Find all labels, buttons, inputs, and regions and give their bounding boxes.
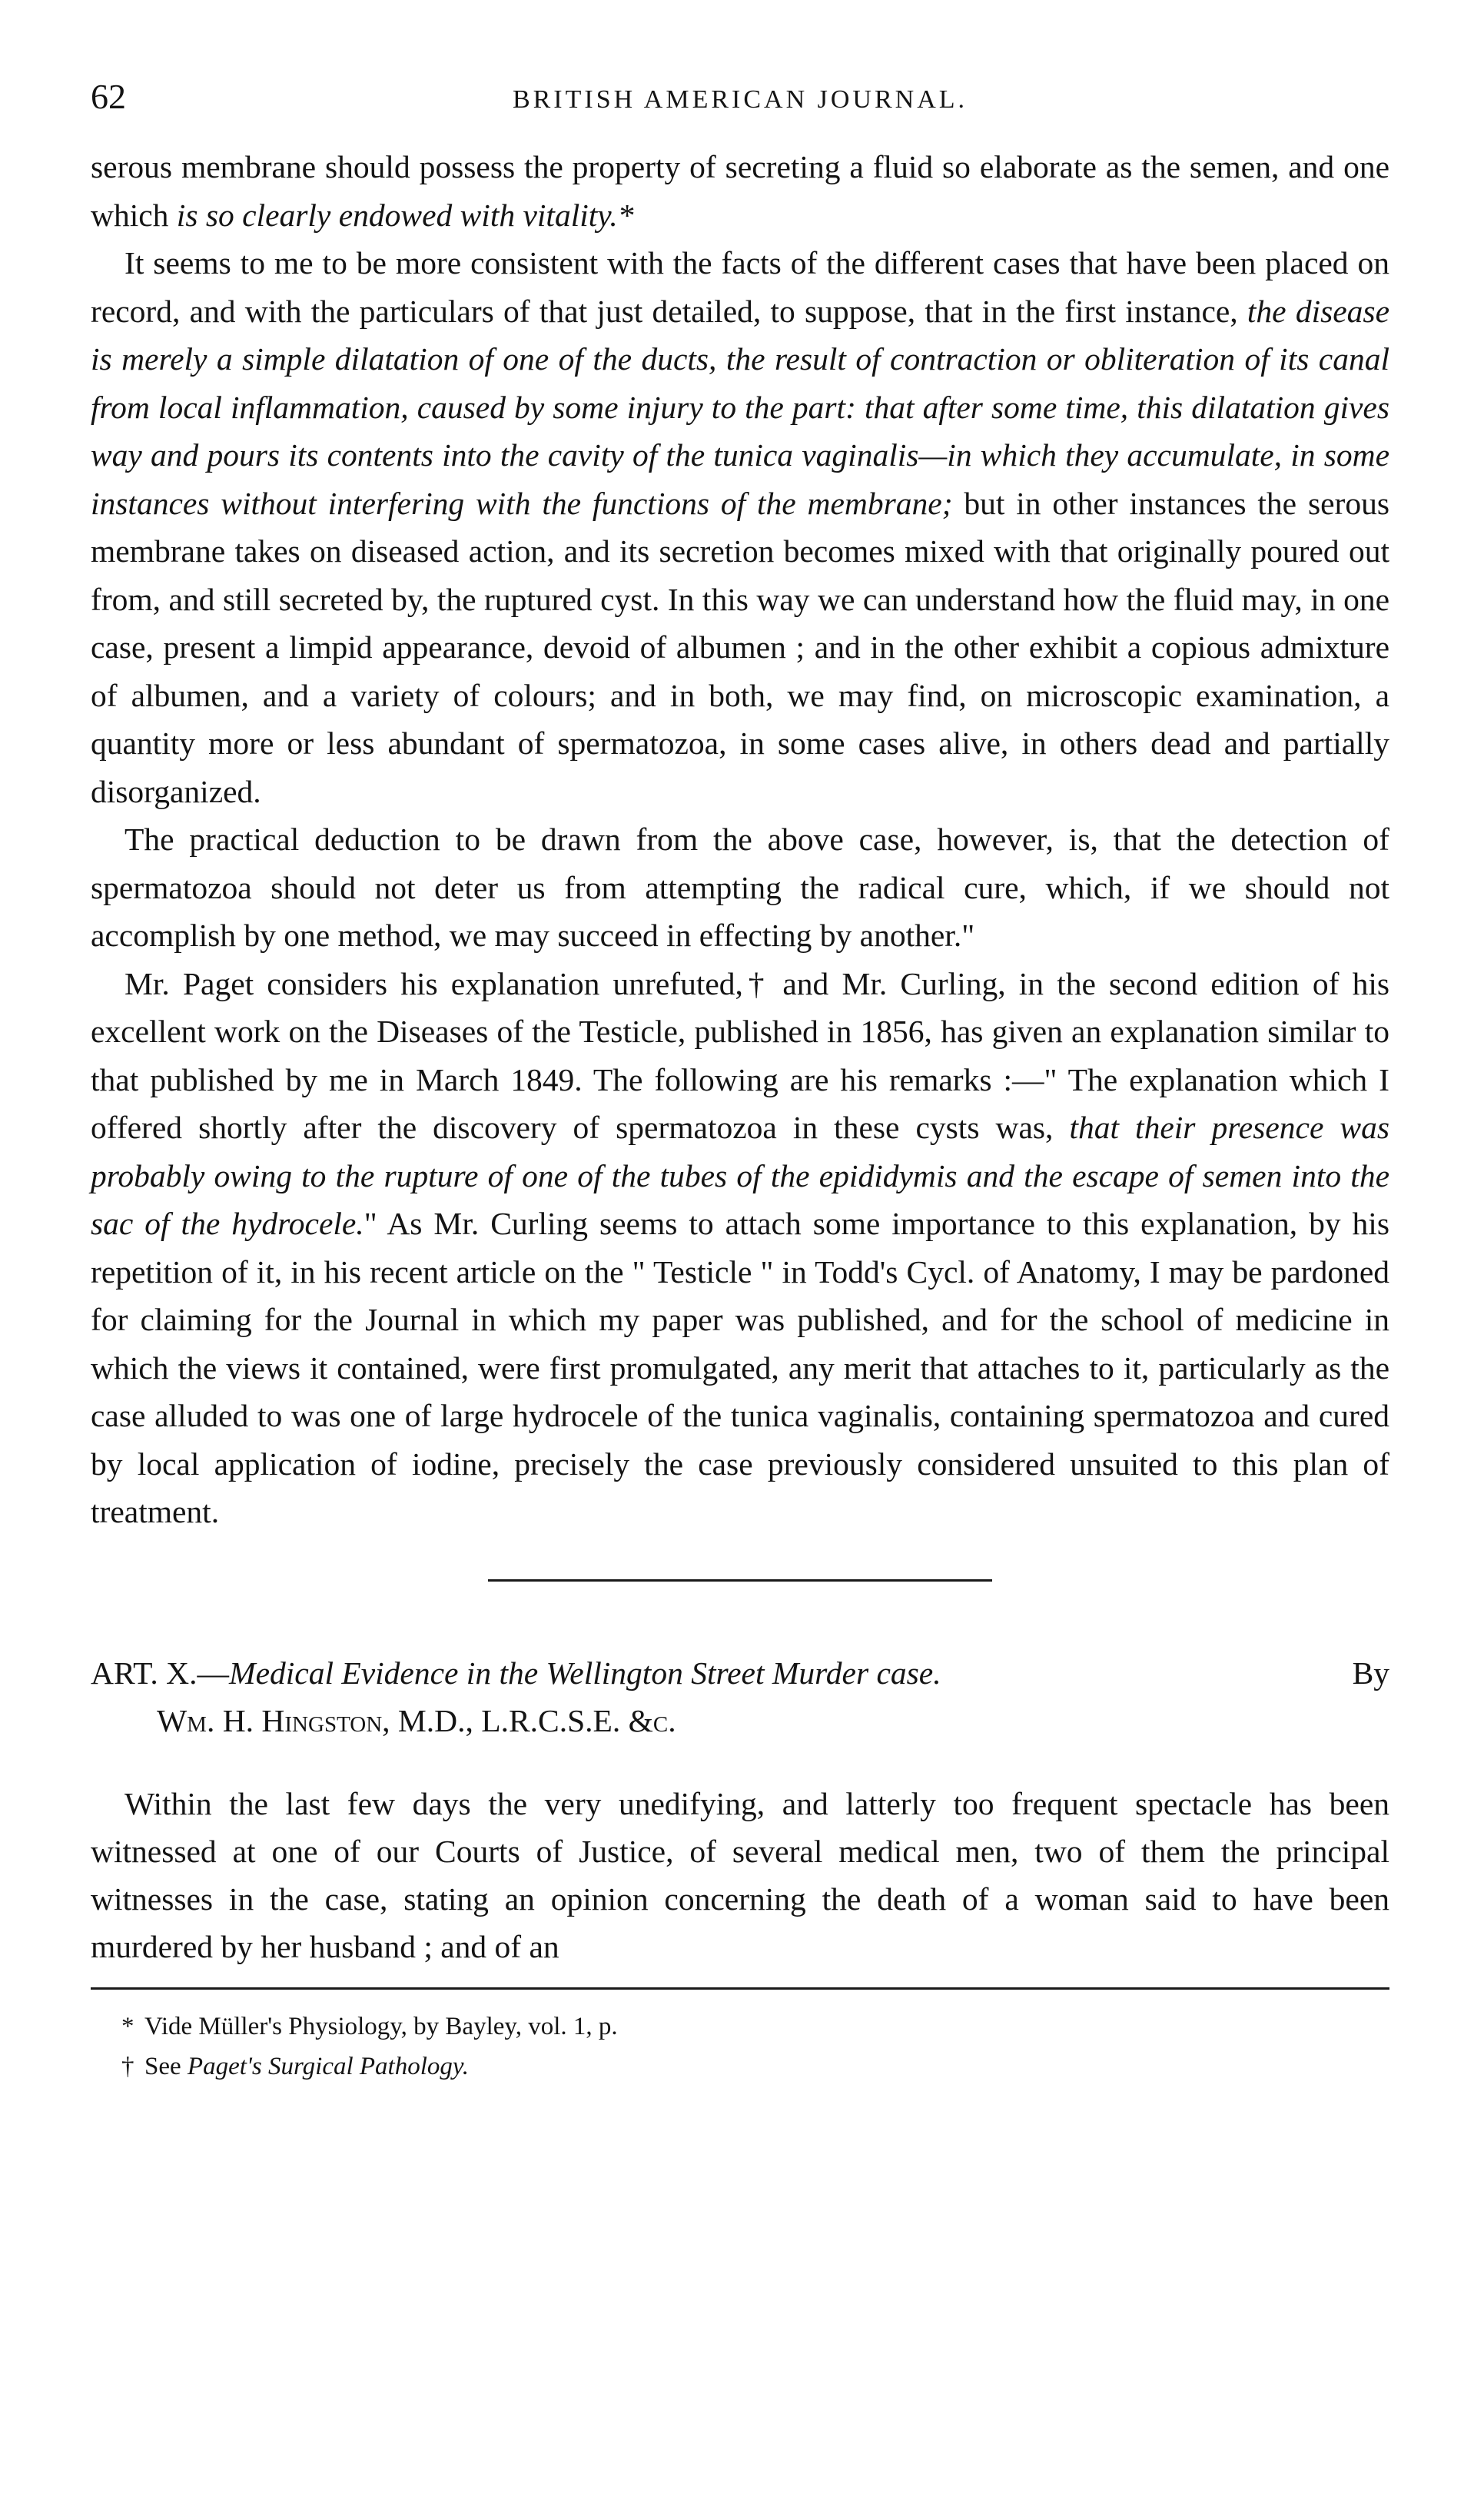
footnote-2-prefix: See: [144, 2052, 188, 2080]
page-number: 62: [91, 77, 126, 116]
continued-article-text: [91, 143, 1389, 1536]
paragraph-2-text-c: but in other instances the serous membrane takes on diseased action, and its secretion becomes mixed with that originally poured out from, and still secreted by, the ruptured cyst. In this way we can understand how the fluid may, in one case, present a limpid appearance, devoid of albumen ; and in the other exhibit a copious admixture of albumen, and a variety of colours; and in both, we may find, on microscopic examination, a quantity more or less abundant of spermatozoa, in some cases alive, in others dead and partially disorganized.: [91, 485, 1389, 809]
journal-title: BRITISH AMERICAN JOURNAL.: [512, 85, 968, 114]
article-body: [91, 1780, 1389, 1970]
article-paragraph-1: Within the last few days the very unedifying, and latterly too frequent spectacle has been witnessed at one of our Courts of Justice, of several medical men, two of them the principal witnesses in the case, stating an opinion concerning the death of a woman said to have been murdered by her husband ; and of an: [91, 1785, 1389, 1964]
footnote-2-italic: Paget's Surgical Pathology.: [187, 2052, 469, 2080]
paragraph-4-text-c: " As Mr. Curling seems to attach some importance to this explanation, by his repetition of it, in his recent article on the " Testicle " in Todd's Cycl. of Anatomy, I may be pardoned for claiming for the Journal in which my paper was published, and for the school of medicine in which the views it contained, were first promulgated, any merit that attaches to it, particularly as the case alluded to was one of large hydrocele of the tunica vaginalis, containing spermatozoa and cured by local application of iodine, precisely the case previously considered unsuited to this plan of treatment.: [91, 1206, 1389, 1529]
footnote-1-mark: *: [121, 2012, 134, 2040]
article-title: Medical Evidence in the Wellington Street Murder case.: [229, 1655, 941, 1691]
paragraph-2-text-a: It seems to me to be more consistent with the facts of the different cases that have been placed on record, and with the particulars of that just detailed, to suppose, that in the first instance,: [91, 245, 1389, 329]
footnote-1: [121, 2007, 1389, 2047]
paragraph-4: [91, 960, 1389, 1536]
article-author: Wm. H. Hingston, M.D., L.R.C.S.E. &c.: [157, 1702, 676, 1738]
paragraph-1-text: serous membrane should possess the property of secreting a fluid so elaborate as the semen, and one which: [91, 149, 1389, 233]
paragraph-2-italic: the disease is merely a simple dilatation of one of the ducts, the result of contraction or obliteration of its canal from local inflammation, caused by some injury to the part: that after some time, this dilatation gives way and pours its contents into the cavity of the tunica vaginalis—in which they accumulate, in some instances without interfering with the functions of the membrane;: [91, 293, 1389, 521]
paragraph-3: The practical deduction to be drawn from the above case, however, is, that the detection of spermatozoa should not deter us from attempting the radical cure, which, if we should not accomplish by one method, we may succeed in effecting by another.": [91, 822, 1389, 953]
paragraph-1-italic: is so clearly endowed with vitality.*: [176, 197, 634, 233]
paragraph-4-text-a: Mr. Paget considers his explanation unrefuted,† and Mr. Curling, in the second edition of his excellent work on the Diseases of the Testicle, published in 1856, has given an explanation similar to that published by me in March 1849. The following are his remarks :—" The explanation which I offered shortly after the discovery of spermatozoa in these cysts was,: [91, 965, 1389, 1145]
journal-page: [91, 74, 1389, 2086]
paragraph-2: [91, 239, 1389, 815]
footnote-2-mark: †: [121, 2052, 134, 2080]
article-by: By: [1352, 1655, 1389, 1691]
running-head: [91, 74, 1389, 123]
section-divider: [488, 1579, 992, 1582]
footnote-rule: [91, 1987, 1389, 1990]
paragraph-1: [91, 143, 1389, 239]
paragraph-4-italic: that their presence was probably owing to the rupture of one of the tubes of the epididymis and the escape of semen into the sac of the hydrocele.: [91, 1110, 1389, 1241]
footnotes: [91, 2007, 1389, 2086]
footnote-1-text: Vide Müller's Physiology, by Bayley, vol. 1, p.: [144, 2012, 618, 2040]
article-heading: [91, 1649, 1389, 1744]
footnote-2: [121, 2047, 1389, 2086]
article-label: ART. X.—: [91, 1655, 230, 1691]
